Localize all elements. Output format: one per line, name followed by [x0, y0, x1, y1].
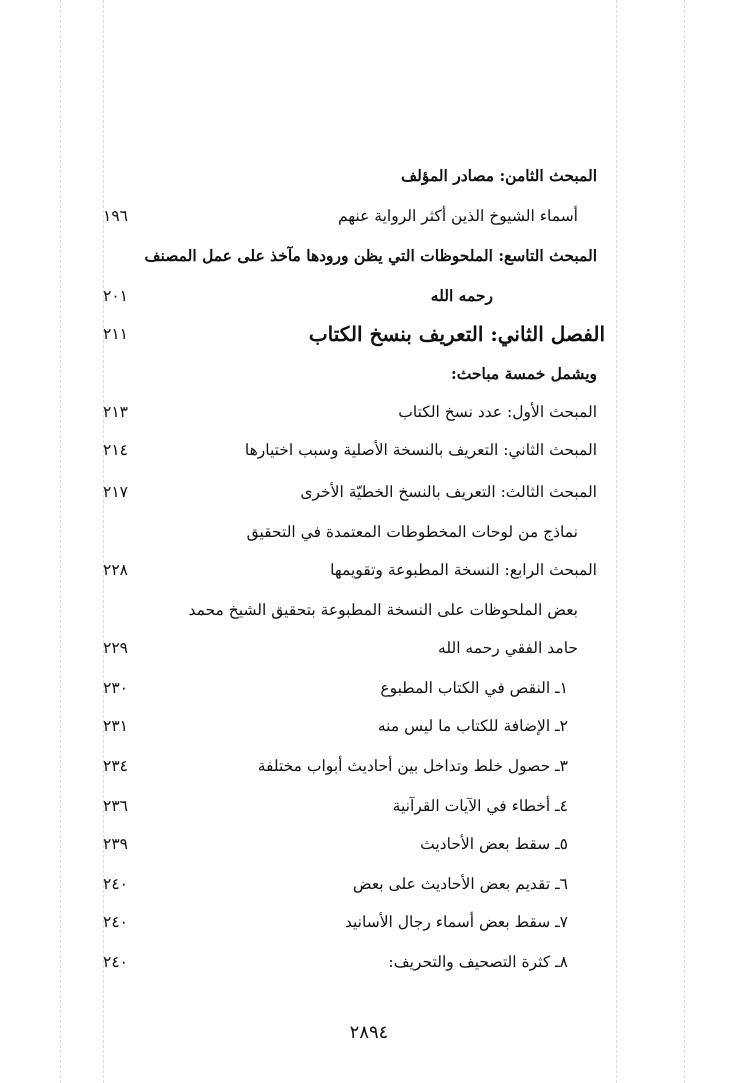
page-number: ٢٨٩٤: [349, 1022, 389, 1043]
entry-page: ٢٢٨: [103, 561, 128, 579]
entry-page: ٢٣٤: [103, 757, 128, 775]
entry-page: ١٩٦: [103, 207, 128, 225]
entry-page: ٢٠١: [103, 287, 128, 305]
toc-entry: [0, 710, 738, 742]
toc-entry: [0, 280, 738, 312]
entry-text: ٧ـ سقط بعض أسماء رجال الأسانيد: [344, 913, 568, 931]
chapter-title: الفصل الثاني: التعريف بنسخ الكتاب: [308, 322, 605, 346]
toc-entry: [0, 906, 738, 938]
toc-entry: [0, 868, 738, 900]
entry-page: ٢٣٠: [103, 679, 128, 697]
entry-text: بعض الملحوظات على النسخة المطبوعة بتحقيق الشيخ محمد: [188, 601, 578, 619]
entry-text: المبحث الثالث: التعريف بالنسخ الخطيّة الأخرى: [300, 483, 597, 501]
entry-text: ٣ـ حصول خلط وتداخل بين أحاديث أبواب مختلفة: [257, 757, 568, 775]
entry-text: حامد الفقي رحمه الله: [438, 639, 578, 657]
toc-entry: [0, 358, 738, 390]
toc-entry: [0, 476, 738, 508]
entry-text: نماذج من لوحات المخطوطات المعتمدة في التحقيق: [246, 523, 578, 541]
entry-page: ٢٣٩: [103, 835, 128, 853]
entry-page: ٢٤٠: [103, 913, 128, 931]
toc-entry: [0, 672, 738, 704]
toc-entry: [0, 594, 738, 626]
entry-page: ٢٣١: [103, 717, 128, 735]
toc-entry: [0, 946, 738, 978]
entry-text: المبحث الثاني: التعريف بالنسخة الأصلية وسبب اختيارها: [244, 441, 597, 459]
toc-entry: [0, 554, 738, 586]
entry-text: المبحث الثامن: مصادر المؤلف: [401, 166, 597, 185]
toc-entry: [0, 200, 738, 232]
entry-text: المبحث الأول: عدد نسخ الكتاب: [398, 403, 597, 421]
entry-page: ٢١١: [103, 325, 128, 343]
entry-text: ٨ـ كثرة التصحيف والتحريف:: [388, 953, 568, 971]
toc-entry: [0, 790, 738, 822]
entry-text: رحمه الله: [430, 286, 493, 305]
entry-page: ٢٢٩: [103, 639, 128, 657]
entry-text: المبحث التاسع: الملحوظات التي يظن ورودها مآخذ على عمل المصنف: [144, 246, 597, 265]
toc-entry: [0, 828, 738, 860]
toc-entry: [0, 516, 738, 548]
toc-entry: [0, 240, 738, 272]
entry-page: ٢١٣: [103, 403, 128, 421]
entry-text: ٥ـ سقط بعض الأحاديث: [420, 835, 568, 853]
toc-entry: [0, 160, 738, 192]
entry-text: ويشمل خمسة مباحث:: [450, 364, 597, 383]
toc-entry: [0, 434, 738, 466]
entry-text: ٤ـ أخطاء في الآيات القرآنية: [392, 797, 568, 815]
entry-page: ٢١٧: [103, 483, 128, 501]
entry-page: ٢٣٦: [103, 797, 128, 815]
toc-entry: [0, 632, 738, 664]
toc-entry: [0, 750, 738, 782]
entry-page: ٢٤٠: [103, 953, 128, 971]
entry-page: ٢٤٠: [103, 875, 128, 893]
toc-entry: [0, 318, 738, 350]
toc-entry: [0, 396, 738, 428]
entry-text: ٦ـ تقديم بعض الأحاديث على بعض: [352, 875, 568, 893]
entry-text: ٢ـ الإضافة للكتاب ما ليس منه: [377, 717, 568, 735]
entry-page: ٢١٤: [103, 441, 128, 459]
entry-text: ١ـ النقص في الكتاب المطبوع: [380, 679, 568, 697]
entry-text: أسماء الشيوخ الذين أكثر الرواية عنهم: [337, 207, 578, 225]
entry-text: المبحث الرابع: النسخة المطبوعة وتقويمها: [330, 561, 597, 579]
